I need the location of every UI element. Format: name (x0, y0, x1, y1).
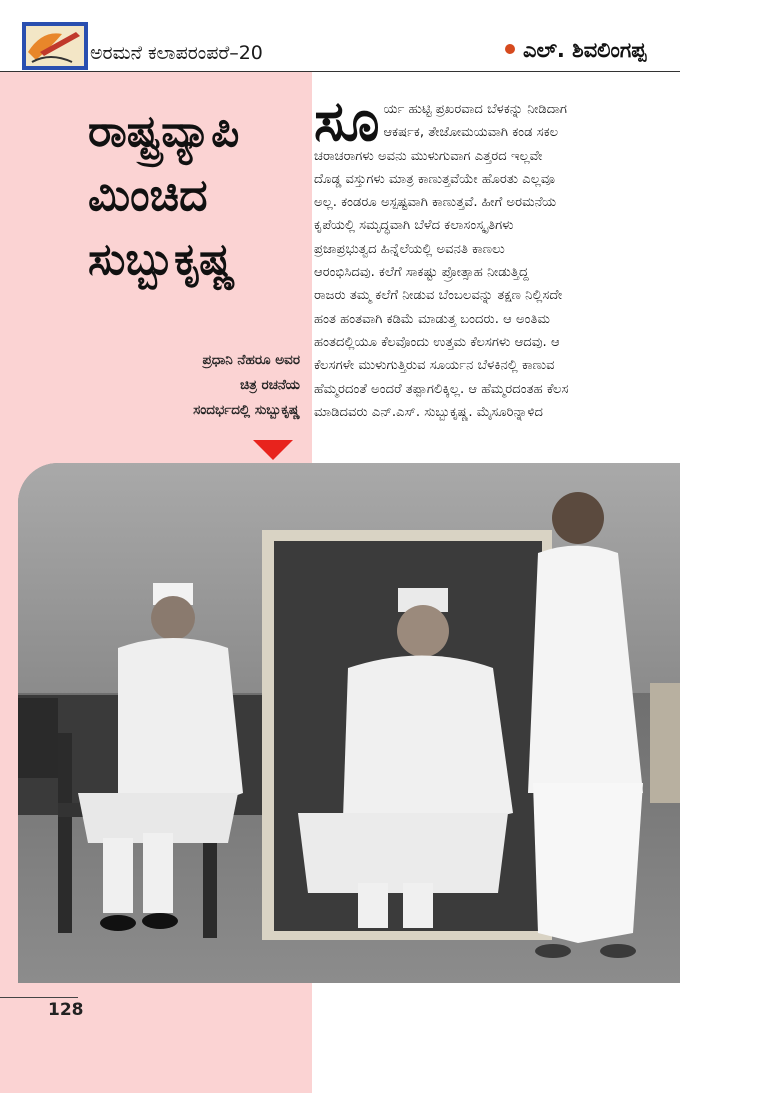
series-title: ಅರಮನೆ ಕಲಾಪರಂಪರೆ–20 (90, 42, 263, 64)
caption-line: ಚಿತ್ರ ರಚನೆಯ (240, 377, 300, 393)
body-line: ರಾಜರು ತಮ್ಮ ಕಲೆಗೆ ನೀಡುವ ಬೆಂಬಲವನ್ನು ತಕ್ಷಣ ನಿಲ್ಲಿಸದೇ (314, 288, 563, 304)
author-name: ಎಲ್. ಶಿವಲಿಂಗಪ್ಪ (523, 38, 647, 62)
caption-line: ಪ್ರಧಾನಿ ನೆಹರೂ ಅವರ (202, 352, 300, 368)
body-line: ಮಾಡಿದವರು ಎನ್.ಎಸ್. ಸುಬ್ಬುಕೃಷ್ಣ. ಮೈಸೂರಿನ್ನಾಳಿದ (314, 404, 544, 420)
pen-and-palette-logo-icon (22, 22, 88, 70)
body-line: ಚರಾಚರಾಗಳು ಅವನು ಮುಳುಗುವಾಗ ಎತ್ತರದ ಇಲ್ಲವೇ (314, 148, 543, 164)
article-photograph (18, 463, 680, 983)
headline-line: ರಾಷ್ಟ್ರವ್ಯಾಪಿ (88, 106, 240, 157)
body-line: ಹಂತ ಹಂತವಾಗಿ ಕಡಿಮೆ ಮಾಡುತ್ತ ಬಂದರು. ಆ ಅಂತಿಮ (314, 311, 551, 327)
body-line: ಆರಂಭಿಸಿದವು. ಕಲೆಗೆ ಸಾಕಷ್ಟು ಪ್ರೋತ್ಸಾಹ ನೀಡುತ್ತಿದ್ದ (314, 265, 529, 281)
body-line: ಅಲ್ಲ. ಕಂಡರೂ ಅಸ್ಪಷ್ಟವಾಗಿ ಕಾಣುತ್ತವೆ. ಹೀಗೆ ಅರಮನೆಯ (314, 195, 557, 211)
article-headline (88, 100, 308, 292)
author-byline (505, 38, 646, 63)
body-line: ದೊಡ್ಡ ವಸ್ತುಗಳು ಮಾತ್ರ ಕಾಣುತ್ತವೆಯೇ ಹೊರತು ಎಲ್ಲವೂ (314, 171, 556, 187)
drop-cap: ಸೂ (314, 89, 380, 154)
headline-line: ಮಿಂಚಿದ (88, 170, 208, 221)
page-number: 128 (48, 1000, 84, 1020)
photo-caption-standfirst (120, 348, 300, 423)
caption-line: ಸಂದರ್ಭದಲ್ಲಿ ಸುಬ್ಬುಕೃಷ್ಣ (193, 402, 300, 418)
body-line: ಹೆಮ್ಮರದಂತೆ ಅಂದರೆ ತಪ್ಪಾಗಲಿಕ್ಕಿಲ್ಲ. ಆ ಹೆಮ್ಮರದಂತಹ ಕೆಲಸ (314, 381, 569, 397)
body-line: ಕೆಲಸಗಳೇ ಮುಳುಗುತ್ತಿರುವ ಸೂರ್ಯನ ಬೆಳಕಿನಲ್ಲಿ ಕಾಣುವ (314, 358, 555, 374)
body-line: ಹಂತದಲ್ಲಿಯೂ ಕೆಲವೊಂದು ಉತ್ತಮ ಕೆಲಸಗಳು ಆದವು. ಆ (314, 334, 560, 350)
body-line: ಆಕರ್ಷಕ, ತೇಜೋಮಯವಾಗಿ ಕಂಡ ಸಕಲ (383, 125, 559, 141)
header-divider (0, 71, 680, 72)
photo-illustration (18, 463, 680, 983)
footer-divider (0, 997, 78, 998)
body-line: ರ್ಯ ಹುಟ್ಟಿ ಪ್ರಖರವಾದ ಬೆಳಕನ್ನು ನೀಡಿದಾಗ (383, 102, 568, 117)
headline-line: ಸುಬ್ಬುಕೃಷ್ಣ (88, 234, 236, 285)
down-arrow-icon (253, 440, 293, 460)
article-body (314, 89, 680, 424)
bullet-dot-icon (505, 44, 515, 54)
body-line: ಪ್ರಜಾಪ್ರಭುತ್ವದ ಹಿನ್ನೆಲೆಯಲ್ಲಿ ಅವನತಿ ಕಾಣಲು (314, 241, 505, 257)
body-line: ಕೃಪೆಯಲ್ಲಿ ಸಮೃದ್ಧವಾಗಿ ಬೆಳೆದ ಕಲಾಸಂಸ್ಕೃತಿಗಳು (314, 218, 514, 234)
